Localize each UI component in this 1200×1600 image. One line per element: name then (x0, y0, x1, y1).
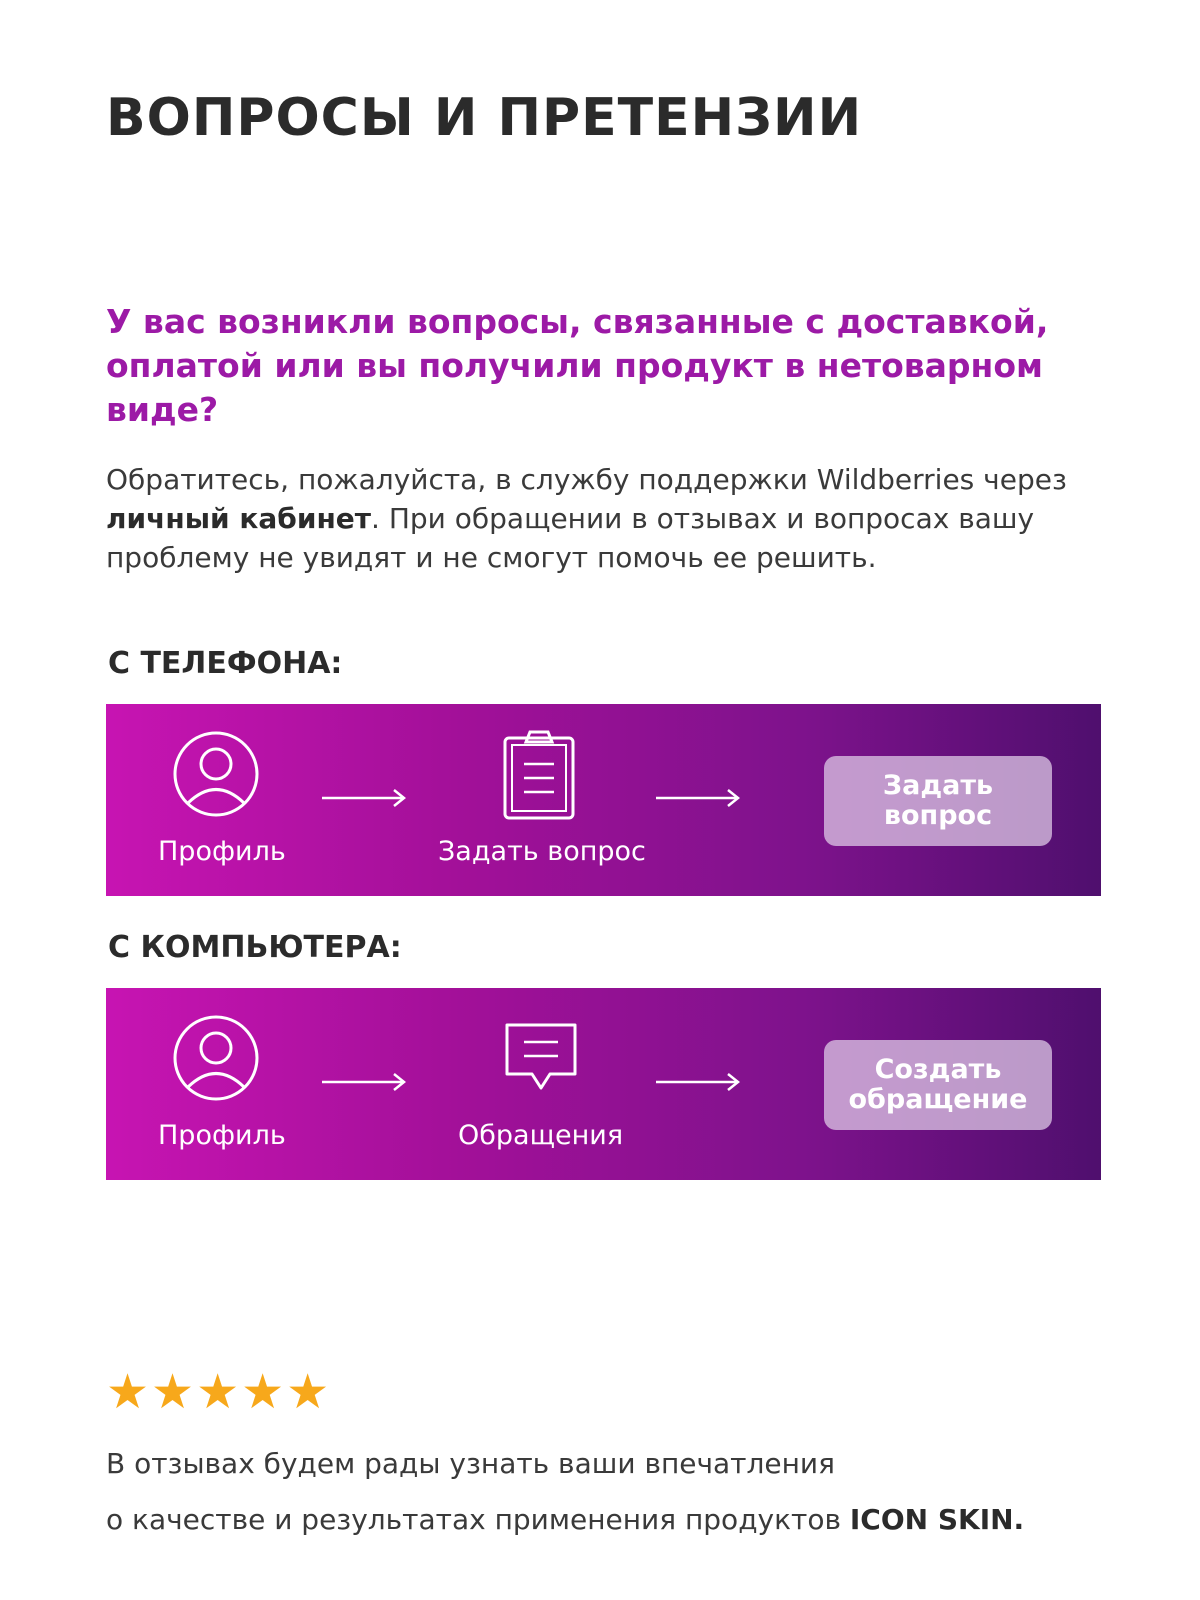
support-paragraph (106, 460, 1126, 577)
clipboard-icon (502, 728, 576, 822)
support-text-part1: Обратитесь, пожалуйста, в службу поддержки Wildberries через (106, 463, 1067, 496)
create-request-button[interactable]: Создать обращение (824, 1040, 1052, 1130)
question-heading: У вас возникли вопросы, связанные с доставкой, оплатой или вы получили продукт в нетоварном виде? (106, 302, 1049, 429)
star-icon: ★ (151, 1364, 195, 1420)
page-title: ВОПРОСЫ И ПРЕТЕНЗИИ (106, 88, 863, 148)
star-icon: ★ (106, 1364, 150, 1420)
star-icon: ★ (286, 1364, 330, 1420)
ask-question-button[interactable]: Задать вопрос (824, 756, 1052, 846)
personal-account-text: личный кабинет (106, 502, 372, 535)
review-line2: о качестве и результатах применения продуктов (106, 1503, 850, 1536)
review-line1: В отзывах будем рады узнать ваши впечатления (106, 1447, 835, 1480)
support-text-part2: . При обращении в отзывах и вопросах вашу проблему не увидят и не смогут помочь ее решить. (106, 502, 1035, 574)
arrow-icon (656, 1072, 742, 1096)
star-icon: ★ (241, 1364, 285, 1420)
profile-icon (172, 730, 260, 818)
computer-flow-banner (106, 988, 1101, 1180)
arrow-icon (322, 1072, 408, 1096)
step-profile-label: Профиль (158, 836, 286, 867)
step-profile-label: Профиль (158, 1120, 286, 1151)
chat-icon (504, 1022, 578, 1094)
star-icon: ★ (196, 1364, 240, 1420)
step-requests-label: Обращения (458, 1120, 624, 1151)
rating-stars (106, 1364, 330, 1420)
brand-name: ICON SKIN. (849, 1503, 1025, 1536)
review-invitation (106, 1436, 1126, 1548)
phone-flow-banner (106, 704, 1101, 896)
computer-section-label: С КОМПЬЮТЕРА: (108, 930, 402, 965)
profile-icon (172, 1014, 260, 1102)
arrow-icon (656, 788, 742, 812)
phone-section-label: С ТЕЛЕФОНА: (108, 646, 343, 681)
step-ask-question-label: Задать вопрос (438, 836, 646, 867)
arrow-icon (322, 788, 408, 812)
